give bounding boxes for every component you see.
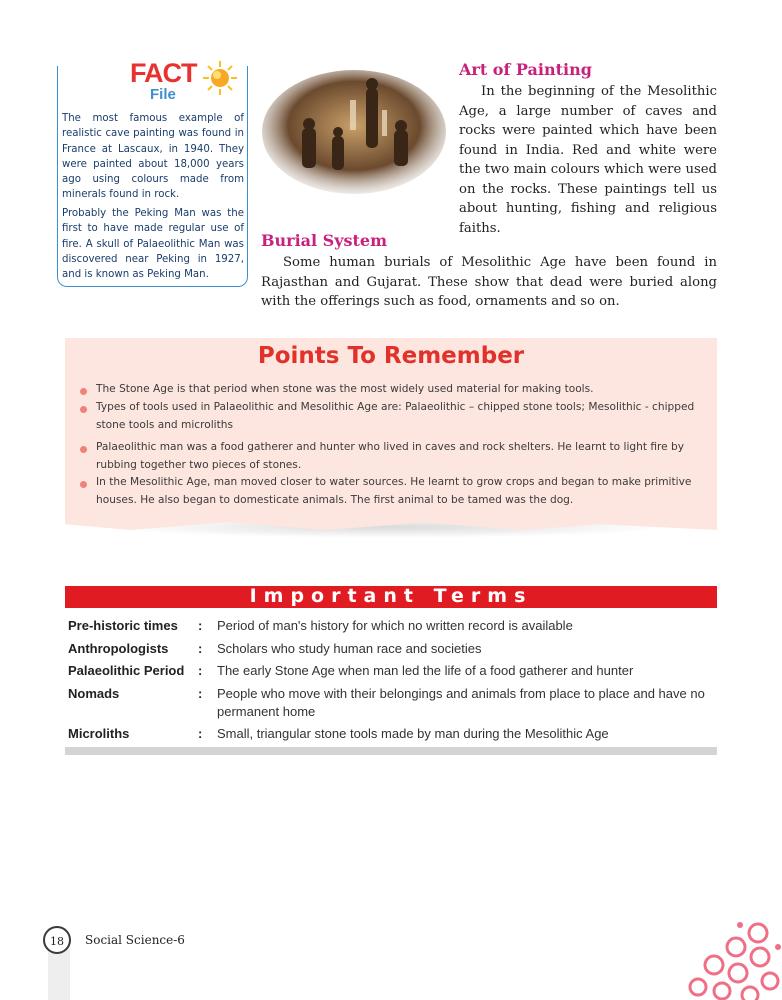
section-heading-art-of-painting: Art of Painting bbox=[459, 60, 592, 79]
term-colon: : bbox=[198, 618, 203, 633]
terms-bottom-bar bbox=[65, 747, 717, 755]
fact-paragraph: The most famous example of realistic cave painting was found in France at Lascaux, in 1940. They were painted about 18,000 years ago using colours made from minerals found in rock. bbox=[62, 113, 244, 201]
cave-painting-image bbox=[262, 70, 446, 194]
term-definition: Scholars who study human race and societies bbox=[217, 641, 482, 656]
decorative-circles-icon bbox=[680, 915, 782, 1000]
term-definition: Small, triangular stone tools made by man during the Mesolithic Age bbox=[217, 726, 609, 741]
point-item: The Stone Age is that period when stone was the most widely used material for making tools. bbox=[96, 383, 594, 395]
bullet-icon bbox=[80, 388, 87, 395]
bullet-icon bbox=[80, 446, 87, 453]
sun-icon bbox=[202, 60, 238, 96]
art-of-painting-text: In the beginning of the Mesolithic Age, a large number of caves and rocks were painted which have been found in India. Red and white were the two main colours which were used on the rocks. These paintings tell us about hunting, fishing and religious faiths. bbox=[459, 84, 717, 236]
term-colon: : bbox=[198, 726, 203, 741]
points-to-remember-title: Points To Remember bbox=[257, 343, 525, 369]
bullet-icon bbox=[80, 406, 87, 413]
term-name: Nomads bbox=[68, 686, 120, 701]
term-name: Palaeolithic Period bbox=[68, 663, 185, 678]
term-name: Anthropologists bbox=[68, 641, 169, 656]
fact-subtitle: File bbox=[150, 86, 176, 103]
important-terms-title: Important Terms bbox=[249, 585, 533, 607]
point-item: Palaeolithic man was a food gatherer and hunter who lived in caves and rock shelters. He learnt to light fire by rubbing together two pieces of stones. bbox=[96, 441, 685, 471]
fact-paragraph: Probably the Peking Man was the first to have made regular use of fire. A skull of Palaeolithic Man was discovered near Peking in 1927, and is known as Peking Man. bbox=[62, 208, 244, 281]
term-definition: Period of man's history for which no written record is available bbox=[217, 618, 573, 633]
point-item: In the Mesolithic Age, man moved closer to water sources. He learnt to grow crops and began to make primitive houses. He also began to domesticate animals. The first animal to be tamed was the dog. bbox=[96, 476, 692, 506]
term-definition: People who move with their belongings and animals from place to place and have no permanent home bbox=[217, 686, 705, 719]
term-name: Pre-historic times bbox=[68, 618, 178, 633]
footer-book-title: Social Science-6 bbox=[85, 933, 185, 947]
term-name: Microliths bbox=[68, 726, 130, 741]
burial-system-text: Some human burials of Mesolithic Age have been found in Rajasthan and Gujarat. These show that dead were buried along with the offerings such as food, ornaments and so on. bbox=[261, 255, 717, 309]
term-colon: : bbox=[198, 641, 203, 656]
term-colon: : bbox=[198, 663, 203, 678]
page-number: 18 bbox=[43, 926, 71, 954]
term-colon: : bbox=[198, 686, 203, 701]
fact-title: FACT bbox=[130, 58, 197, 88]
point-item: Types of tools used in Palaeolithic and Mesolithic Age are: Palaeolithic – chipped stone tools; Mesolithic - chipped stone tools and microliths bbox=[96, 401, 695, 431]
section-heading-burial-system: Burial System bbox=[261, 231, 388, 250]
bullet-icon bbox=[80, 481, 87, 488]
term-definition: The early Stone Age when man led the life of a food gatherer and hunter bbox=[217, 663, 634, 678]
